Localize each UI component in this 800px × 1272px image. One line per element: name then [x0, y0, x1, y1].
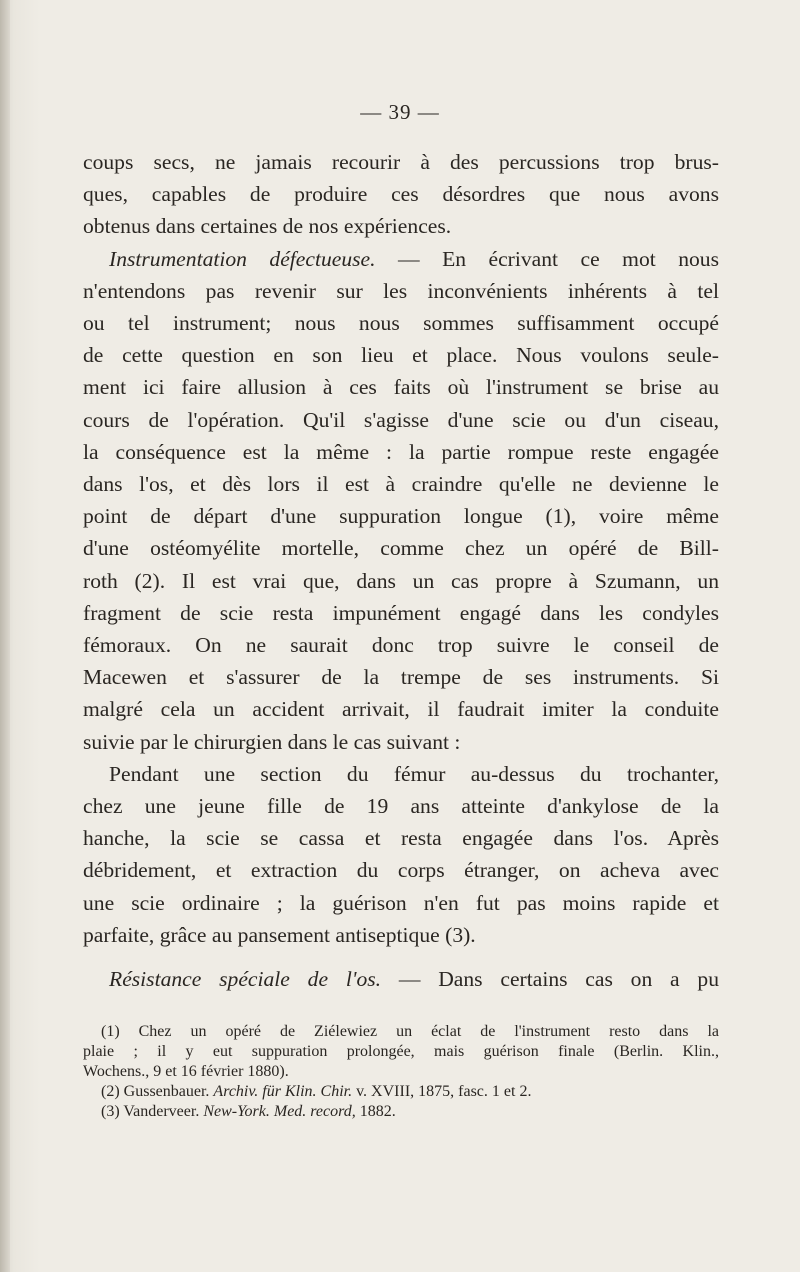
- text-fragment: — Dans certains cas on a pu: [381, 967, 719, 992]
- footnotes: [83, 1022, 719, 1122]
- section-heading-line: [83, 963, 719, 995]
- body-text: [83, 146, 719, 995]
- footnote-text: (2) Gussenbauer.: [101, 1083, 214, 1100]
- text-line: Pendant une section du fémur au-dessus du trochanter,: [109, 761, 719, 786]
- text-line: la conséquence est la même : la partie rompue reste engagée: [83, 439, 719, 464]
- text-line: obtenus dans certaines de nos expériences.: [83, 214, 452, 239]
- text-line: de cette question en son lieu et place. Nous voulons seule-: [83, 343, 719, 368]
- text-line: cours de l'opération. Qu'il s'agisse d'une scie ou d'un ciseau,: [83, 407, 719, 432]
- footnote-3: [83, 1102, 719, 1122]
- text-line: chez une jeune fille de 19 ans atteinte d'ankylose de la: [83, 794, 719, 819]
- text-line: dans l'os, et dès lors il est à craindre qu'elle ne devienne le: [83, 472, 719, 497]
- section-heading-line: [83, 243, 719, 275]
- text-line: coups secs, ne jamais recourir à des percussions trop brus-: [83, 150, 719, 174]
- text-line: ou tel instrument; nous nous sommes suffisamment occupé: [83, 311, 719, 336]
- footnote-citation: New-York. Med. record,: [203, 1103, 356, 1120]
- text-line: Macewen et s'assurer de la trempe de ses instruments. Si: [83, 665, 719, 690]
- text-line: roth (2). Il est vrai que, dans un cas propre à Szumann, un: [83, 568, 719, 593]
- text-line: fragment de scie resta impunément engagé dans les condyles: [83, 600, 719, 625]
- text-line: suivie par le chirurgien dans le cas suivant :: [83, 729, 461, 754]
- text-line: malgré cela un accident arrivait, il faudrait imiter la conduite: [83, 697, 719, 722]
- page-gutter-shadow: [0, 0, 10, 1272]
- text-fragment: — En écrivant ce mot nous: [375, 246, 719, 271]
- footnote-line: (1) Chez un opéré de Ziélewiez un éclat de l'instrument resto dans la: [101, 1023, 719, 1040]
- text-line: d'une ostéomyélite mortelle, comme chez un opéré de Bill-: [83, 536, 719, 561]
- text-line: fémoraux. On ne saurait donc trop suivre le conseil de: [83, 633, 719, 658]
- text-line: hanche, la scie se cassa et resta engagée dans l'os. Après: [83, 826, 719, 851]
- footnote-text: 1882.: [355, 1103, 396, 1120]
- footnote-citation: Archiv. für Klin. Chir.: [213, 1083, 353, 1100]
- section-heading: Instrumentation défectueuse.: [109, 246, 376, 271]
- footnote-2: [83, 1082, 719, 1102]
- text-line: ques, capables de produire ces désordres que nous avons: [83, 182, 719, 207]
- footnote-line: Wochens., 9 et 16 février 1880).: [83, 1063, 289, 1080]
- text-line: ment ici faire allusion à ces faits où l'instrument se brise au: [83, 375, 719, 400]
- footnote-text: (3) Vanderveer.: [101, 1103, 204, 1120]
- section-heading: Résistance spéciale de l'os.: [109, 967, 382, 992]
- text-line: n'entendons pas revenir sur les inconvénients inhérents à tel: [83, 278, 719, 303]
- text-line: une scie ordinaire ; la guérison n'en fut pas moins rapide et: [83, 890, 719, 915]
- text-line: parfaite, grâce au pansement antiseptique (3).: [83, 922, 476, 947]
- text-line: point de départ d'une suppuration longue (1), voire même: [83, 504, 719, 529]
- page-number: — 39 —: [360, 100, 440, 124]
- text-line: débridement, et extraction du corps étranger, on acheva avec: [83, 858, 719, 883]
- footnote-line: plaie ; il y eut suppuration prolongée, mais guérison finale (Berlin. Klin.,: [83, 1043, 719, 1060]
- footnote-text: v. XVIII, 1875, fasc. 1 et 2.: [352, 1083, 532, 1100]
